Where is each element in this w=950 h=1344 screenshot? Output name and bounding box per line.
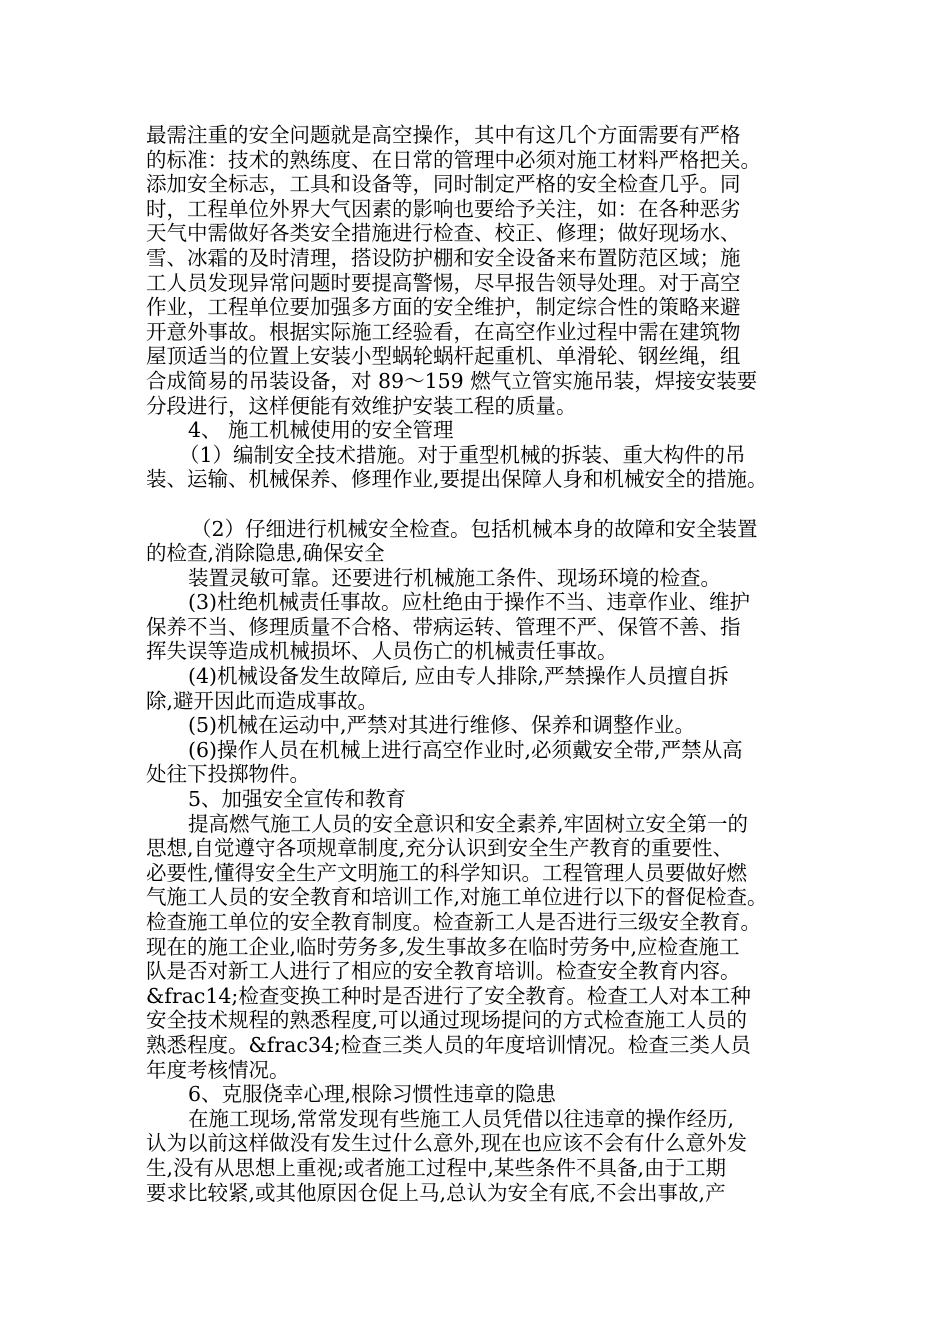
paragraph-line: 添加安全标志，工具和设备等，同时制定严格的安全检查几乎。同 xyxy=(146,172,741,197)
section-heading: 4、 施工机械使用的安全管理 xyxy=(188,418,454,443)
paragraph-line: 天气中需做好各类安全措施进行检查、校正、修理；做好现场水、 xyxy=(146,221,741,246)
paragraph-line: 安全技术规程的熟悉程度,可以通过现场提问的方式检查施工人员的 xyxy=(146,1008,748,1033)
paragraph-line: 雪、冰霜的及时清理，搭设防护棚和安全设备来布置防范区域；施 xyxy=(146,245,741,270)
paragraph-line: (3)杜绝机械责任事故。应杜绝由于操作不当、违章作业、维护 xyxy=(188,590,751,615)
paragraph-line: 最需注重的安全问题就是高空操作，其中有这几个方面需要有严格 xyxy=(146,123,741,147)
paragraph-line: 的检查,消除隐患,确保安全 xyxy=(146,541,385,566)
paragraph-line: 保养不当、修理质量不合格、带病运转、管理不严、保管不善、指 xyxy=(146,614,741,639)
paragraph-line: 处往下投掷物件。 xyxy=(146,762,310,787)
paragraph-line: 在施工现场,常常发现有些施工人员凭借以往违章的操作经历, xyxy=(188,1106,735,1131)
document-body xyxy=(146,123,818,1205)
paragraph-line: 必要性,懂得安全生产文明施工的科学知识。工程管理人员要做好燃 xyxy=(146,860,748,885)
paragraph-line: &frac14;检查变换工种时是否进行了安全教育。检查工人对本工种 xyxy=(146,983,751,1008)
paragraph-line: 队是否对新工人进行了相应的安全教育培训。检查安全教育内容。 xyxy=(146,959,741,984)
paragraph-line: 提高燃气施工人员的安全意识和安全素养,牢固树立安全第一的 xyxy=(188,811,749,836)
paragraph-line: （1）编制安全技术措施。对于重型机械的拆装、重大构件的吊 xyxy=(179,442,746,467)
paragraph-line: 思想,自觉遵守各项规章制度,充分认识到安全生产教育的重要性、 xyxy=(146,836,734,861)
paragraph-line: 现在的施工企业,临时劳务多,发生事故多在临时劳务中,应检查施工 xyxy=(146,934,740,959)
paragraph-line: 要求比较紧,或其他原因仓促上马,总认为安全有底,不会出事故,产 xyxy=(146,1180,726,1205)
paragraph-line: 除,避开因此而造成事故。 xyxy=(146,688,379,713)
blank-line xyxy=(146,492,818,517)
paragraph-line: 工人员发现异常问题时要提高警惕，尽早报告领导处理。对于高空 xyxy=(146,270,741,295)
paragraph-line: 装置灵敏可靠。还要进行机械施工条件、现场环境的检查。 xyxy=(188,565,721,590)
section-heading: 6、克服侥幸心理,根除习惯性违章的隐患 xyxy=(188,1082,557,1107)
paragraph-line: 年度考核情况。 xyxy=(146,1057,290,1082)
paragraph-line: （2）仔细进行机械安全检查。包括机械本身的故障和安全装置 xyxy=(191,516,758,541)
paragraph-line: 时，工程单位外界大气因素的影响也要给予关注，如：在各种恶劣 xyxy=(146,196,741,221)
paragraph-line: 作业，工程单位要加强多方面的安全维护，制定综合性的策略来避 xyxy=(146,295,741,320)
paragraph-line: (4)机械设备发生故障后, 应由专人排除,严禁操作人员擅自拆 xyxy=(188,664,729,689)
paragraph-line: 熟悉程度。&frac34;检查三类人员的年度培训情况。检查三类人员 xyxy=(146,1032,751,1057)
paragraph-line: 气施工人员的安全教育和培训工作,对施工单位进行以下的督促检查。 xyxy=(146,885,768,910)
paragraph-line: 认为以前这样做没有发生过什么意外,现在也应该不会有什么意外发 xyxy=(146,1131,748,1156)
paragraph-line: 生,没有从思想上重视;或者施工过程中,某些条件不具备,由于工期 xyxy=(146,1155,726,1180)
paragraph-line: 挥失误等造成机械损坏、人员伤亡的机械责任事故。 xyxy=(146,639,618,664)
paragraph-line: 分段进行，这样便能有效维护安装工程的质量。 xyxy=(146,393,577,418)
section-heading: 5、加强安全宣传和教育 xyxy=(188,787,407,812)
paragraph-line: 检查施工单位的安全教育制度。检查新工人是否进行三级安全教育。 xyxy=(146,910,761,934)
paragraph-line: 开意外事故。根据实际施工经验看，在高空作业过程中需在建筑物 xyxy=(146,319,741,344)
paragraph-line: (5)机械在运动中,严禁对其进行维修、保养和调整作业。 xyxy=(188,713,696,738)
paragraph-line: (6)操作人员在机械上进行高空作业时,必须戴安全带,严禁从高 xyxy=(188,737,743,762)
paragraph-line: 合成简易的吊装设备，对 89～159 燃气立管实施吊装，焊接安装要 xyxy=(146,368,758,393)
paragraph-line: 屋顶适当的位置上安装小型蜗轮蜗杆起重机、单滑轮、钢丝绳，组 xyxy=(146,344,741,369)
paragraph-line: 的标准：技术的熟练度、在日常的管理中必须对施工材料严格把关。 xyxy=(146,147,761,172)
paragraph-line: 装、运输、机械保养、修理作业,要提出保障人身和机械安全的措施。 xyxy=(146,467,768,492)
